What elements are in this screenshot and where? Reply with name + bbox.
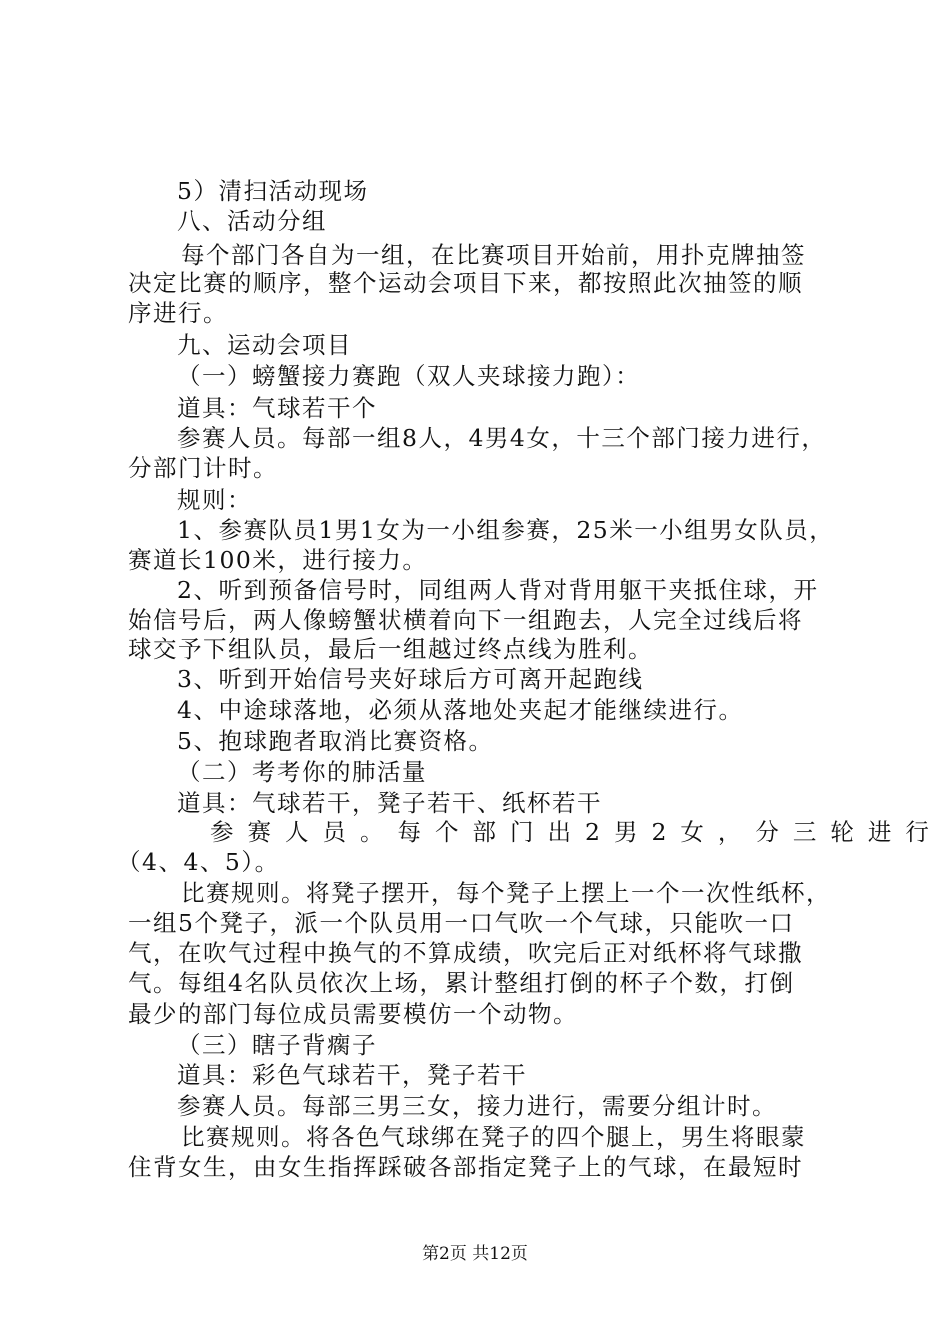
text-line: 始信号后，两人像螃蟹状横着向下一组跑去，人完全过线后将 [128, 606, 803, 634]
text-line: 球交予下组队员，最后一组越过终点线为胜利。 [128, 635, 653, 663]
text-line: 比赛规则。将各色气球绑在凳子的四个腿上，男生将眼蒙 [181, 1123, 806, 1151]
text-line: 参赛人员。每个部门出2男2女，分三轮进行 [210, 818, 943, 846]
subsection-heading: （三）瞎子背瘸子 [177, 1031, 377, 1059]
text-line: 赛道长100米，进行接力。 [128, 546, 428, 574]
text-line: 参赛人员。每部三男三女，接力进行，需要分组计时。 [177, 1092, 777, 1120]
text-line: 气。每组4名队员依次上场，累计整组打倒的杯子个数，打倒 [128, 969, 795, 997]
subsection-heading: （二）考考你的肺活量 [177, 758, 427, 786]
page-number-footer: 第2页 共12页 [422, 1244, 528, 1264]
text-line: 气，在吹气过程中换气的不算成绩，吹完后正对纸杯将气球撒 [128, 939, 803, 967]
section-heading: 九、运动会项目 [177, 331, 352, 359]
text-line: 一组5个凳子，派一个队员用一口气吹一个气球，只能吹一口 [128, 909, 795, 937]
text-line: 5、抱球跑者取消比赛资格。 [177, 727, 494, 755]
text-line: （4、4、5）。 [117, 848, 280, 876]
text-line: 道具：彩色气球若干，凳子若干 [177, 1061, 527, 1089]
text-line: 道具：气球若干，凳子若干、纸杯若干 [177, 789, 602, 817]
text-line: 道具：气球若干个 [177, 394, 377, 422]
text-line: 序进行。 [128, 299, 228, 327]
text-line: 3、听到开始信号夹好球后方可离开起跑线 [177, 665, 644, 693]
subsection-heading: （一）螃蟹接力赛跑（双人夹球接力跑）： [177, 362, 641, 390]
text-line: 住背女生，由女生指挥踩破各部指定凳子上的气球，在最短时 [128, 1153, 803, 1181]
text-line: 分部门计时。 [128, 454, 278, 482]
text-line: 每个部门各自为一组，在比赛项目开始前，用扑克牌抽签 [181, 241, 806, 269]
text-line: 5）清扫活动现场 [177, 177, 369, 205]
text-line: 规则： [177, 486, 252, 514]
text-line: 决定比赛的顺序，整个运动会项目下来，都按照此次抽签的顺 [128, 269, 803, 297]
text-line: 最少的部门每位成员需要模仿一个动物。 [128, 1000, 578, 1028]
text-line: 4、中途球落地，必须从落地处夹起才能继续进行。 [177, 696, 744, 724]
section-heading: 八、活动分组 [177, 207, 327, 235]
text-line: 参赛人员。每部一组8人，4男4女，十三个部门接力进行， [177, 424, 827, 452]
text-line: 2、听到预备信号时，同组两人背对背用躯干夹抵住球，开 [177, 576, 819, 604]
text-line: 1、参赛队员1男1女为一小组参赛，25米一小组男女队员， [177, 516, 835, 544]
text-line: 比赛规则。将凳子摆开，每个凳子上摆上一个一次性纸杯， [181, 879, 831, 907]
